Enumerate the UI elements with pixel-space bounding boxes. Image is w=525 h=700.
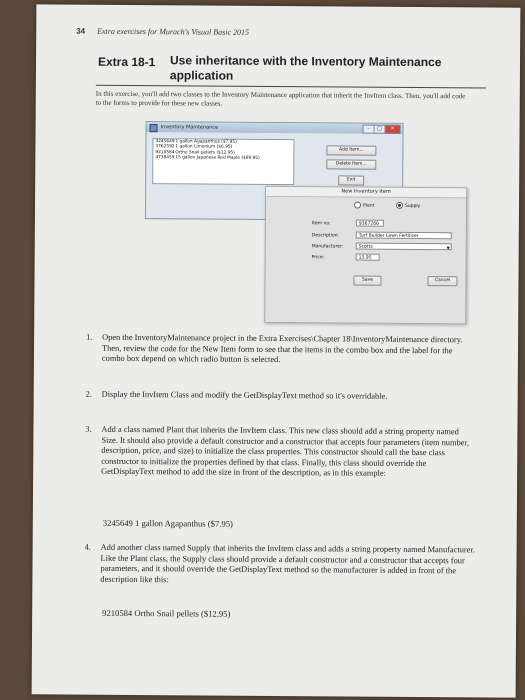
exercise-title: Use inheritance with the Inventory Maintenance application [169, 53, 442, 83]
supply-radio[interactable]: Supply [396, 202, 420, 209]
item-no-label: Item no: [311, 221, 331, 227]
exit-button[interactable]: Exit [338, 175, 364, 185]
minimize-icon[interactable]: – [363, 125, 375, 134]
cancel-button[interactable]: Cancel [427, 276, 457, 286]
exercise-steps [84, 332, 481, 619]
step-4: 4. Add another class named Supply that inherits the InvItem class and adds a string property named Manufacturer. Like the Plant class, the Supply class should provide a default constructor and a constructor that accepts four parameters, and it should override the GetDisplayText method so the manufacturer is added in front of the description like this: [85, 543, 480, 546]
list-item[interactable]: 9210584Ortho Snail pellets ($12.95) [155, 149, 235, 156]
inventory-window-title: Inventory Maintenance [160, 124, 219, 131]
price-field[interactable]: 13.95 [356, 254, 380, 261]
title-rule [96, 85, 486, 89]
manufacturer-combo[interactable] [356, 243, 452, 251]
step-text: Add another class named Supply that inherits the InvItem class and adds a string property named Manufacturer. Like the Plant class, the Supply class should provide a default constructor and a constructor that accepts four parameters, and it should override the GetDisplayText method so the manufacturer is added in front of the description like this: [100, 542, 475, 585]
supply-example: 9210584 Ortho Snail pellets ($12.95) [102, 607, 231, 619]
list-item[interactable]: 473845915 gallon Japanese Red Maple ($89.95) [155, 155, 260, 162]
save-button[interactable]: Save [353, 276, 381, 286]
running-head [76, 27, 249, 37]
plant-example: 3245649 1 gallon Agapanthus ($7.95) [102, 517, 233, 529]
plant-radio[interactable]: Plant [354, 202, 374, 209]
description-label: Description: [311, 233, 339, 239]
running-title: Extra exercises for Murach's Visual Basic 2015 [97, 26, 250, 37]
step-2: 2. Display the InvItem Class and modify the GetDisplayText method so it's overridable. [86, 390, 481, 393]
step-text: Open the InventoryMaintenance project in the Extra Exercises\Chapter 18\InventoryMaintenance directory. Then, review the code for the New Item form to see that the items in the combo box and the label for the combo box depend on which radio button is selected. [101, 332, 463, 365]
step-3: 3. Add a class named Plant that inherits the InvItem class. This new class should add a string property named Size. It should also provide a default constructor and a constructor that accepts four parameters (item number, description, price, and size) to initialize the class properties. This constructor should call the base class constructor to initialize the properties defined by that class. Finally, this class should override the GetDisplayText method to add the size in front of the description, as in this example: [85, 425, 480, 428]
step-text: Add a class named Plant that inherits the InvItem class. This new class should add a string property named Size. It should also provide a default constructor and a constructor that accepts four parameters (item number, description, price, and size) to initialize the class properties. This constructor should call the base class constructor to initialize the properties defined by that class. Finally, this class should override the GetDisplayText method to add the size in front of the description, as in this example: [101, 424, 469, 479]
exercise-intro: In this exercise, you'll add two classes to the Inventory Maintenance application that inherit the InvItem class. Then, you'll add code to the forms to provide for these new classes. [95, 89, 466, 108]
item-no-field[interactable]: 9367260 [356, 220, 384, 227]
list-item[interactable]: 37625921 gallon Limonium ($6.95) [155, 144, 233, 151]
price-label: Price: [311, 255, 325, 261]
app-icon [150, 124, 158, 132]
description-field[interactable]: Turf Builder Lawn Fertilizer [356, 232, 452, 240]
page-number: 34 [76, 26, 86, 36]
manufacturer-value: Scotts [358, 244, 373, 250]
new-inventory-item-window [264, 186, 467, 324]
chevron-down-icon[interactable]: ▼ [446, 245, 450, 251]
step-1: 1. Open the InventoryMaintenance project in the Extra Exercises\Chapter 18\InventoryMaintenance directory. Then, review the code for the New Item form to see that the items in the combo box and the label for the combo box depend on which radio button is selected. [86, 333, 481, 336]
manufacturer-label: Manufacturer: [311, 244, 344, 250]
book-page [32, 4, 521, 697]
new-item-window-title: New Inventory Item [266, 187, 466, 198]
exercise-label: Extra 18-1 [97, 54, 156, 70]
list-item[interactable]: 32456491 gallon Agapanthus ($7.95) [155, 139, 237, 145]
delete-item-button[interactable]: Delete Item... [326, 159, 376, 169]
inventory-listbox[interactable] [152, 138, 294, 185]
add-item-button[interactable]: Add Item... [326, 145, 376, 155]
maximize-icon[interactable]: □ [374, 125, 386, 134]
step-text: Display the InvItem Class and modify the GetDisplayText method so it's overridable. [101, 389, 388, 401]
close-icon[interactable]: ✕ [385, 125, 401, 134]
inventory-window-titlebar [147, 122, 403, 134]
